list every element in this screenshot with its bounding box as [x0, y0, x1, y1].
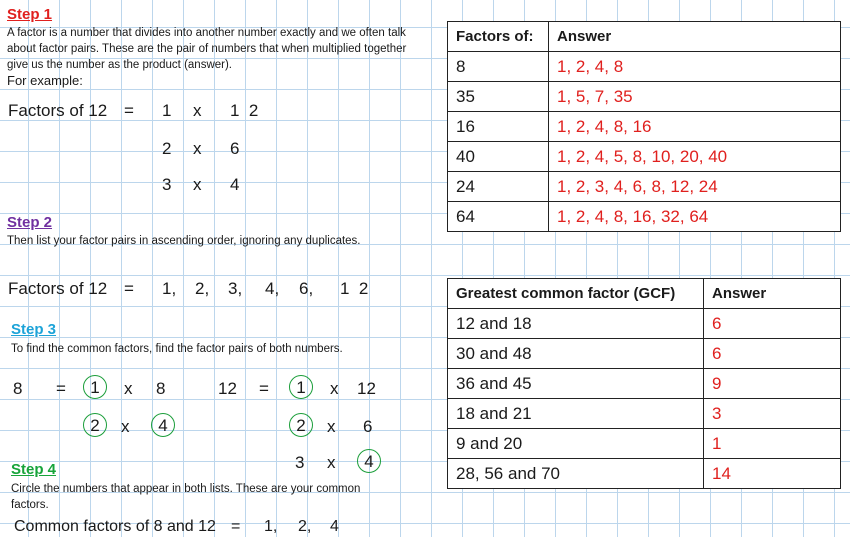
factor: 3	[295, 453, 305, 472]
times: x	[124, 379, 133, 398]
number-cell: 24	[448, 172, 549, 202]
numbers-cell: 12 and 18	[448, 309, 704, 339]
table-row	[448, 429, 841, 459]
step4-eq: =	[231, 518, 241, 535]
step4-title: Step 4	[11, 461, 57, 478]
factor-list-item: 4,	[265, 279, 280, 298]
column-header: Factors of:	[448, 22, 549, 52]
step2-lhs: Factors of 12	[8, 279, 108, 298]
numbers-cell: 28, 56 and 70	[448, 459, 704, 489]
number-cell: 16	[448, 112, 549, 142]
example-label: For example:	[7, 73, 83, 88]
step4-lhs: Common factors of 8 and 12	[14, 518, 216, 535]
numbers-cell: 9 and 20	[448, 429, 704, 459]
number-cell: 64	[448, 202, 549, 232]
answer-cell: 9	[704, 369, 841, 399]
pair-b: 4	[230, 175, 240, 194]
number-cell: 8	[448, 52, 549, 82]
step1-eq: =	[124, 101, 134, 120]
pair-x: x	[193, 101, 202, 120]
pair-b: 6	[230, 139, 240, 158]
answer-cell: 6	[704, 339, 841, 369]
table-row	[448, 202, 841, 232]
answer-cell: 1, 2, 4, 8	[549, 52, 841, 82]
common-factor: 2,	[298, 518, 312, 535]
table-row	[448, 459, 841, 489]
times: x	[121, 417, 130, 436]
step2-title: Step 2	[7, 214, 53, 231]
answer-cell: 6	[704, 309, 841, 339]
table-header-row	[448, 22, 841, 52]
pair-b: 1 2	[230, 101, 259, 120]
answer-cell: 1, 5, 7, 35	[549, 82, 841, 112]
circled-factor: 1	[289, 375, 313, 399]
common-factor: 1,	[264, 518, 278, 535]
common-factor: 4	[330, 518, 339, 535]
step2-eq: =	[124, 279, 134, 298]
answer-cell: 1, 2, 4, 5, 8, 10, 20, 40	[549, 142, 841, 172]
step1-title: Step 1	[7, 6, 53, 23]
pair-x: x	[193, 139, 202, 158]
pair-a: 1	[162, 101, 172, 120]
table-row	[448, 399, 841, 429]
circled-factor: 2	[83, 413, 107, 437]
table-header-row	[448, 279, 841, 309]
step1-text: A factor is a number that divides into another number exactly and we often talk about factor pairs. These are the pair of numbers that when multiplied together give us the number as the product (answer).	[7, 27, 407, 71]
factor: 6	[363, 417, 373, 436]
circled-factor: 2	[289, 413, 313, 437]
factor-list-item: 1,	[162, 279, 177, 298]
answer-cell: 1, 2, 4, 8, 16	[549, 112, 841, 142]
twelve-number: 12	[218, 379, 237, 398]
column-header: Answer	[549, 22, 841, 52]
answer-cell: 1, 2, 4, 8, 16, 32, 64	[549, 202, 841, 232]
factor: 12	[357, 379, 376, 398]
factor: 8	[156, 379, 166, 398]
table-row	[448, 82, 841, 112]
table-row	[448, 112, 841, 142]
times: x	[327, 417, 336, 436]
circled-factor: 4	[151, 413, 175, 437]
answer-cell: 14	[704, 459, 841, 489]
answer-cell: 3	[704, 399, 841, 429]
twelve-eq: =	[259, 379, 269, 398]
circled-factor: 1	[83, 375, 107, 399]
numbers-cell: 30 and 48	[448, 339, 704, 369]
step1-lhs: Factors of 12	[8, 101, 108, 120]
number-cell: 35	[448, 82, 549, 112]
table-row	[448, 369, 841, 399]
table-row	[448, 309, 841, 339]
eight-eq: =	[56, 379, 66, 398]
step2-text: Then list your factor pairs in ascending order, ignoring any duplicates.	[7, 235, 361, 247]
factor-list-item: 2,	[195, 279, 210, 298]
factors-table	[447, 21, 841, 232]
eight-number: 8	[13, 379, 23, 398]
factor-list-item: 1 2	[340, 279, 369, 298]
times: x	[330, 379, 339, 398]
numbers-cell: 18 and 21	[448, 399, 704, 429]
table-row	[448, 52, 841, 82]
pair-a: 2	[162, 139, 172, 158]
factor-list-item: 6,	[299, 279, 314, 298]
table-row	[448, 142, 841, 172]
step3-title: Step 3	[11, 321, 57, 338]
column-header: Answer	[704, 279, 841, 309]
step4-text: Circle the numbers that appear in both lists. These are your common factors.	[11, 483, 361, 511]
numbers-cell: 36 and 45	[448, 369, 704, 399]
factor-list-item: 3,	[228, 279, 243, 298]
answer-cell: 1	[704, 429, 841, 459]
answer-cell: 1, 2, 3, 4, 6, 8, 12, 24	[549, 172, 841, 202]
column-header: Greatest common factor (GCF)	[448, 279, 704, 309]
number-cell: 40	[448, 142, 549, 172]
circled-factor: 4	[357, 449, 381, 473]
pair-a: 3	[162, 175, 172, 194]
gcf-table	[447, 278, 841, 489]
step3-text: To find the common factors, find the factor pairs of both numbers.	[11, 343, 343, 355]
pair-x: x	[193, 175, 202, 194]
table-row	[448, 339, 841, 369]
times: x	[327, 453, 336, 472]
table-row	[448, 172, 841, 202]
